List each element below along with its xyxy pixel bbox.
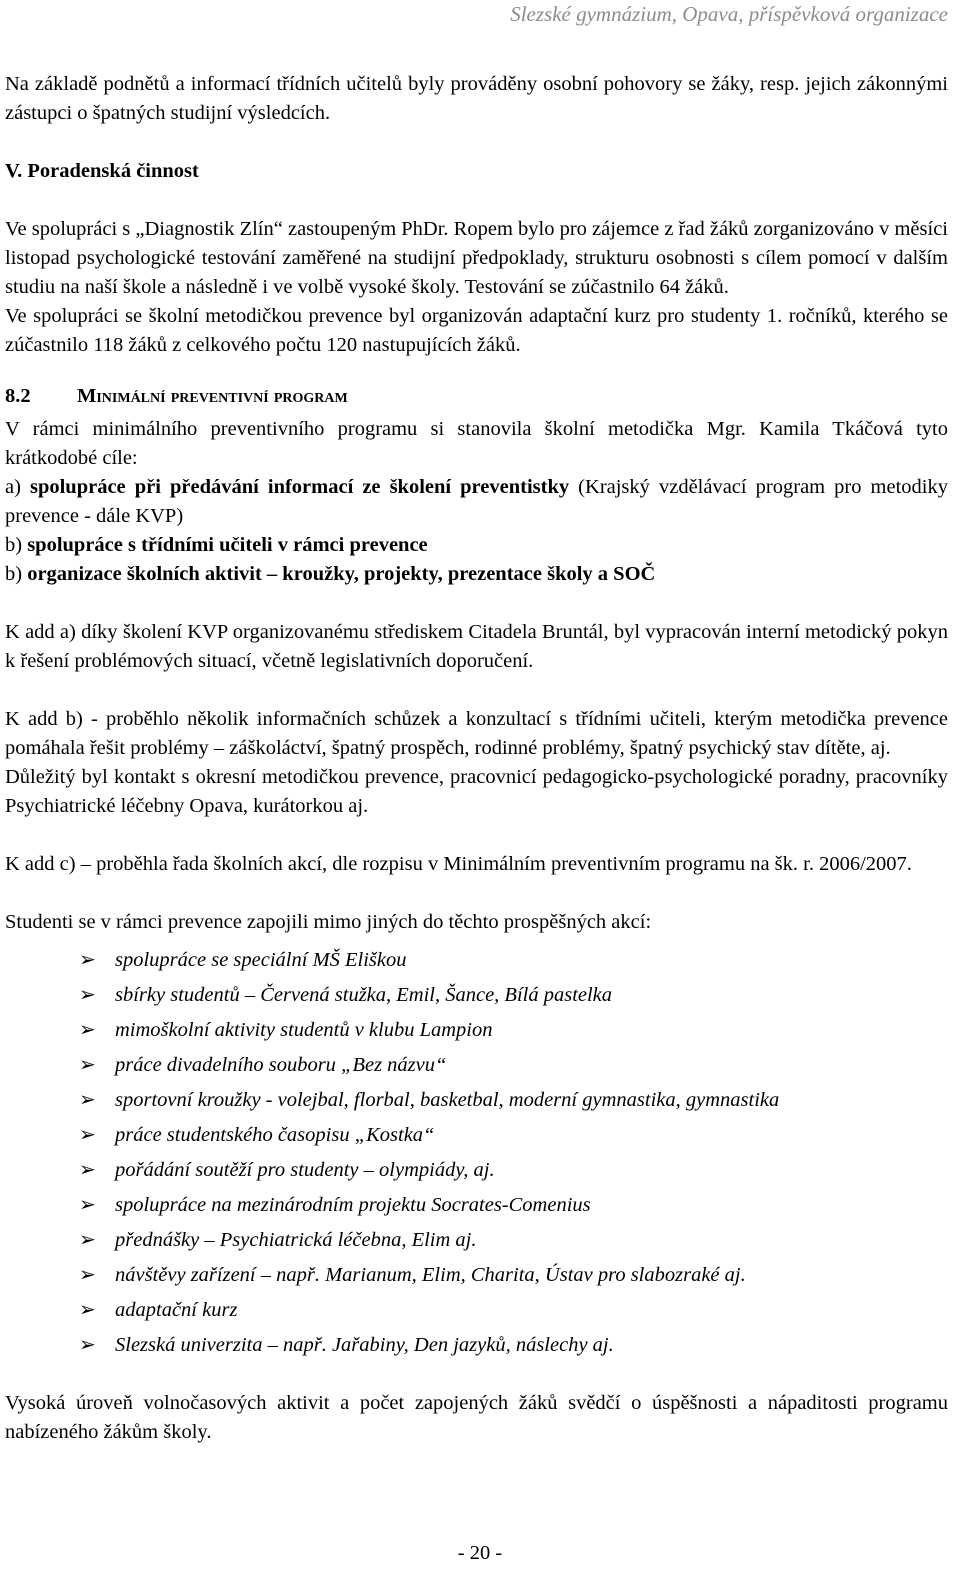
arrow-bullet-icon: ➢ [79, 1019, 96, 1041]
page-number: - 20 - [457, 1542, 503, 1564]
section-5-heading: V. Poradenská činnost [5, 160, 199, 182]
arrow-bullet-icon: ➢ [79, 1299, 96, 1321]
goal-a-bold: spolupráce při předávání informací ze školení preventistky [29, 476, 570, 498]
add-b-paragraph: K add b) - proběhlo několik informačních schůzek a konzultací s třídními učiteli, kterým metodička prevence pomáhala řešit problémy – záškoláctví, špatný prospěch, rodinné problémy, špatný psychický stav dítěte, aj. [5, 708, 948, 759]
section-8-2-heading [5, 382, 948, 411]
list-item: ➢ Slezská univerzita – např. Jařabiny, Den jazyků, náslechy aj. [5, 1328, 948, 1363]
arrow-bullet-icon: ➢ [79, 1159, 96, 1181]
goal-b2-bold: organizace školních aktivit – kroužky, projekty, prezentace školy a SOČ [27, 563, 656, 585]
section-number: 8.2 [5, 385, 31, 407]
arrow-bullet-icon: ➢ [79, 1124, 96, 1146]
list-item: ➢ pořádání soutěží pro studenty – olympiády, aj. [5, 1153, 948, 1188]
list-item: ➢ adaptační kurz [5, 1293, 948, 1328]
page-header: Slezské gymnázium, Opava, příspěvková organizace [510, 2, 948, 26]
list-item: ➢ přednášky – Psychiatrická léčebna, Elim aj. [5, 1223, 948, 1258]
section-5-paragraph-2: Ve spolupráci se školní metodičkou prevence byl organizován adaptační kurz pro studenty 1. ročníků, kterého se zúčastnilo 118 žáků z celkového počtu 120 nastupujících žáků. [5, 305, 948, 356]
arrow-bullet-icon: ➢ [79, 1054, 96, 1076]
list-item: ➢ sportovní kroužky - volejbal, florbal, basketbal, moderní gymnastika, gymnastika [5, 1083, 948, 1118]
list-item: ➢ mimoškolní aktivity studentů v klubu Lampion [5, 1013, 948, 1048]
list-item: ➢ návštěvy zařízení – např. Marianum, Elim, Charita, Ústav pro slabozraké aj. [5, 1258, 948, 1293]
section-8-intro: V rámci minimálního preventivního programu si stanovila školní metodička Mgr. Kamila Tkáčová tyto krátkodobé cíle: [5, 418, 948, 469]
add-b-contact-paragraph: Důležitý byl kontakt s okresní metodičkou prevence, pracovnicí pedagogicko-psychologické poradny, pracovníky Psychiatrické léčebny Opava, kurátorkou aj. [5, 766, 948, 817]
closing-paragraph: Vysoká úroveň volnočasových aktivit a počet zapojených žáků svědčí o úspěšnosti a nápaditosti programu nabízeného žákům školy. [5, 1392, 948, 1443]
goal-a: a) spolupráce při předávání informací ze školení preventistky (Krajský vzdělávací program pro metodiky prevence - dále KVP) [5, 476, 948, 527]
students-intro: Studenti se v rámci prevence zapojili mimo jiných do těchto prospěšných akcí: [5, 911, 652, 933]
arrow-bullet-icon: ➢ [79, 949, 96, 971]
arrow-bullet-icon: ➢ [79, 1089, 96, 1111]
arrow-bullet-icon: ➢ [79, 1334, 96, 1356]
list-item: ➢ sbírky studentů – Červená stužka, Emil, Šance, Bílá pastelka [5, 978, 948, 1013]
document-body [5, 70, 948, 1447]
arrow-bullet-icon: ➢ [79, 1229, 96, 1251]
list-item: ➢ práce studentského časopisu „Kostka“ [5, 1118, 948, 1153]
list-item: ➢ práce divadelního souboru „Bez názvu“ [5, 1048, 948, 1083]
goal-b1: b) spolupráce s třídními učiteli v rámci prevence [5, 534, 428, 556]
section-5-paragraph-1: Ve spolupráci s „Diagnostik Zlín“ zastoupeným PhDr. Ropem bylo pro zájemce z řad žáků zorganizováno v měsíci listopad psychologické testování zaměřené na studijní předpoklady, strukturu osobnosti s cílem pomocí v dalším studiu na naší škole a následně i ve volbě vysoké školy. Testování se zúčastnilo 64 žáků. [5, 218, 948, 298]
goal-b2: b) organizace školních aktivit – kroužky, projekty, prezentace školy a SOČ [5, 563, 656, 585]
activities-list [5, 943, 948, 1363]
arrow-bullet-icon: ➢ [79, 1194, 96, 1216]
arrow-bullet-icon: ➢ [79, 1264, 96, 1286]
add-a-paragraph: K add a) díky školení KVP organizovanému střediskem Citadela Bruntál, byl vypracován interní metodický pokyn k řešení problémových situací, včetně legislativních doporučení. [5, 621, 948, 672]
intro-paragraph: Na základě podnětů a informací třídních učitelů byly prováděny osobní pohovory se žáky, resp. jejich zákonnými zástupci o špatných studijní výsledcích. [5, 73, 948, 124]
arrow-bullet-icon: ➢ [79, 984, 96, 1006]
list-item: ➢ spolupráce se speciální MŠ Eliškou [5, 943, 948, 978]
goal-b1-bold: spolupráce s třídními učiteli v rámci prevence [27, 534, 428, 556]
add-c-paragraph: K add c) – proběhla řada školních akcí, dle rozpisu v Minimálním preventivním programu na šk. r. 2006/2007. [5, 853, 912, 875]
section-title: Minimální preventivní program [77, 385, 348, 407]
list-item: ➢ spolupráce na mezinárodním projektu Socrates-Comenius [5, 1188, 948, 1223]
